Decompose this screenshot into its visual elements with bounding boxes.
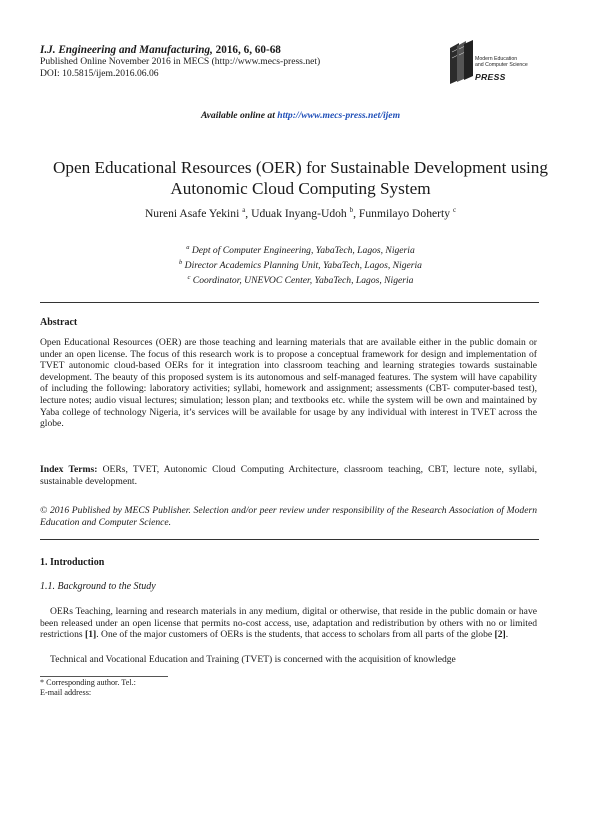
- affiliations: [40, 242, 561, 286]
- paragraph-text: OERs Teaching, learning and research materials in any medium, digital or otherwise, that reside in the public domain or have been released under an open license that permits no-cost access, use, adaptation and redistribution by others with no or limited restrictions: [40, 606, 537, 641]
- journal-volume: 2016, 6, 60-68: [215, 44, 281, 56]
- author-separator: ,: [353, 206, 359, 220]
- abstract-heading: Abstract: [40, 317, 78, 328]
- doi: DOI: 10.5815/ijem.2016.06.06: [40, 68, 159, 79]
- journal-citation: [40, 44, 420, 56]
- paragraph-text: .: [505, 629, 509, 641]
- author-name: Nureni Asafe Yekini: [144, 206, 243, 220]
- section-divider: [40, 539, 539, 540]
- logo-text: [475, 56, 528, 68]
- author-separator: ,: [245, 206, 252, 220]
- citation[interactable]: [1]: [85, 629, 97, 641]
- journal-header: [40, 44, 420, 80]
- abstract-body: Open Educational Resources (OER) are those teaching and learning materials that are available either in the public domain or under an open license. The focus of this research work is to propose a conceptual framework for design and implementation of TVET autonomic cloud-based OERs for it integration into classroom teaching and learning strategies towards sustainable development. The beauty of this proposed system is its autonomous and self-managed features. The system will have capability of including the following: laboratory activities; syllabi, homework and assignment; assessments (CBT- computer-based test), lecture notes; audio visual lectures; simulation; lesson plan; and textbooks etc. while the system will be own and maintained by Yaba college of technology Nigeria, it’s services will be available for usage by any individual with interest in TVET across the globe.: [40, 337, 537, 430]
- author-list: [40, 206, 561, 220]
- index-terms-label: Index Terms:: [40, 464, 98, 475]
- index-terms-text: OERs, TVET, Autonomic Cloud Computing Architecture, classroom teaching, CBT, lecture note, syllabi, sustainable development.: [40, 464, 537, 487]
- introduction-heading: 1. Introduction: [40, 557, 105, 568]
- affiliation-text: Coordinator, UNEVOC Center, YabaTech, Lagos, Nigeria: [190, 274, 414, 286]
- citation[interactable]: [2]: [494, 629, 506, 641]
- publication-info: Published Online November 2016 in MECS (http://www.mecs-press.net): [40, 56, 321, 67]
- affiliation: [40, 257, 561, 272]
- journal-name: I.J. Engineering and Manufacturing,: [40, 44, 213, 56]
- paper-title: Open Educational Resources (OER) for Sustainable Development using Autonomic Cloud Computing System: [53, 158, 548, 198]
- affiliation-text: Director Academics Planning Unit, YabaTech, Lagos, Nigeria: [182, 259, 422, 271]
- subsection-heading: 1.1. Background to the Study: [40, 581, 156, 592]
- affiliation-text: Dept of Computer Engineering, YabaTech, Lagos, Nigeria: [189, 245, 415, 257]
- paragraph-text: . One of the major customers of OERs is the students, that access to scholars from all parts of the globe: [96, 629, 495, 641]
- logo-press: PRESS: [475, 72, 506, 82]
- author-mark: a: [242, 206, 246, 214]
- author-name: Uduak Inyang-Udoh: [251, 206, 350, 220]
- available-label: Available online at: [200, 110, 278, 121]
- affiliation: [40, 272, 561, 287]
- affiliation-mark: c: [187, 273, 191, 281]
- body-paragraph: [40, 606, 537, 641]
- author-mark: b: [349, 206, 354, 214]
- available-online: [0, 110, 601, 121]
- corresponding-author-note: * Corresponding author. Tel.:: [40, 678, 136, 687]
- affiliation-mark: a: [186, 244, 190, 251]
- affiliation: [40, 242, 561, 257]
- author-mark: c: [452, 206, 457, 214]
- logo-line-1: Modern Education: [475, 56, 518, 62]
- affiliation-mark: b: [179, 258, 183, 266]
- email-note: E-mail address:: [40, 688, 92, 697]
- journal-url-link[interactable]: http://www.mecs-press.net/ijem: [277, 110, 401, 121]
- footnotes: [40, 678, 136, 698]
- body-paragraph: Technical and Vocational Education and Training (TVET) is concerned with the acquisition of knowledge: [50, 654, 456, 665]
- copyright-notice: © 2016 Published by MECS Publisher. Selection and/or peer review under responsibility of the Research Association of Modern Education and Computer Science.: [40, 505, 537, 528]
- footnote-divider: [40, 676, 168, 677]
- author-name: Funmilayo Doherty: [358, 206, 453, 220]
- logo-line-2: and Computer Science: [475, 62, 528, 68]
- index-terms: [40, 464, 537, 487]
- section-divider: [40, 302, 539, 303]
- book-stack-icon: [447, 40, 477, 84]
- mecs-press-logo: [447, 40, 559, 86]
